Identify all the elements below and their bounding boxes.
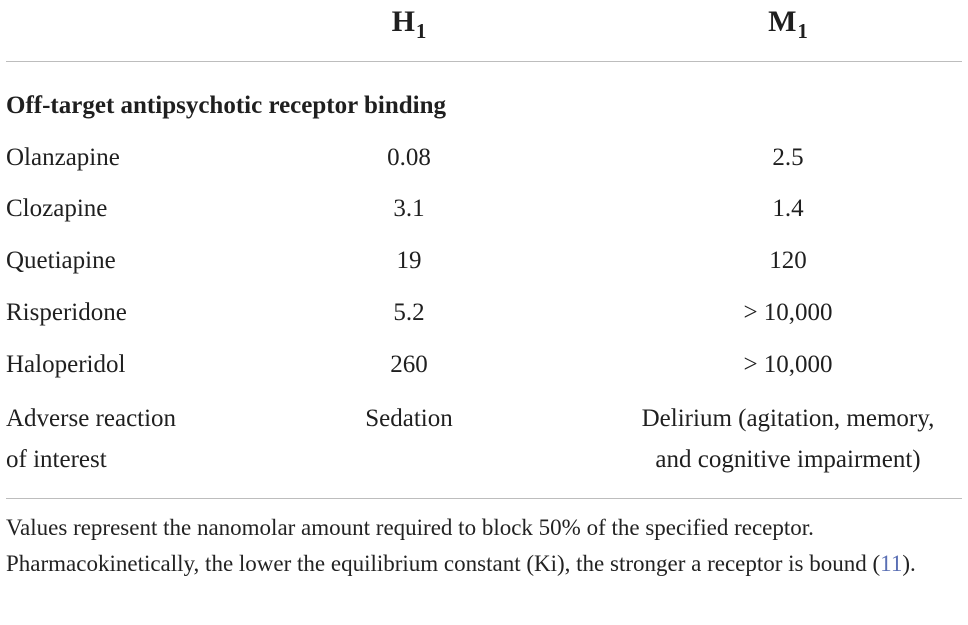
m1-value-cell: > 10,000 [743, 351, 833, 378]
table-row [0, 140, 968, 192]
table-row [0, 191, 968, 243]
adverse-reaction-label-line2: of interest [6, 446, 107, 473]
column-header-h1 [349, 0, 469, 46]
h1-value-cell: 19 [396, 247, 422, 274]
table-footnote [6, 510, 964, 582]
h1-value-cell: 0.08 [387, 144, 431, 171]
adverse-reaction-m1 [590, 398, 968, 480]
drug-name-cell: Olanzapine [6, 144, 120, 171]
drug-name-cell: Haloperidol [6, 351, 126, 378]
drug-name-cell: Quetiapine [6, 247, 116, 274]
section-title: Off-target antipsychotic receptor binding [6, 92, 447, 119]
table-bottom-divider [6, 498, 962, 499]
table-row [0, 295, 968, 347]
table-header-row [0, 0, 968, 60]
h1-value-cell: 5.2 [393, 299, 425, 326]
adverse-reaction-label-line1: Adverse reaction [6, 405, 177, 432]
footnote-text: Values represent the nanomolar amount required to block 50% of the specified receptor. Pharmacokinetically, the lower the equilibrium constant (Ki), the stronger a receptor is bound ( [6, 515, 881, 576]
column-header-m1-subscript: 1 [797, 19, 808, 43]
footnote-text-end: ). [902, 551, 916, 576]
m1-value-cell: 120 [769, 247, 807, 274]
table-row [0, 243, 968, 295]
m1-value-cell: 1.4 [772, 195, 804, 222]
column-header-h1-base: H [391, 5, 415, 38]
adverse-reaction-h1: Sedation [365, 405, 453, 432]
m1-value-cell: > 10,000 [743, 299, 833, 326]
column-header-h1-subscript: 1 [415, 19, 427, 43]
reference-link[interactable]: 11 [880, 551, 903, 576]
adverse-reaction-m1-line1: Delirium (agitation, memory, [641, 405, 935, 432]
drug-name-cell: Clozapine [6, 195, 108, 222]
column-header-m1 [728, 0, 848, 46]
h1-value-cell: 260 [390, 351, 428, 378]
drug-name-cell: Risperidone [6, 299, 127, 326]
adverse-reaction-label [6, 398, 266, 480]
h1-value-cell: 3.1 [393, 195, 425, 222]
table-row [0, 347, 968, 399]
m1-value-cell: 2.5 [772, 144, 804, 171]
header-divider [6, 61, 962, 62]
adverse-reaction-m1-line2: and cognitive impairment) [655, 446, 921, 473]
column-header-m1-base: M [768, 5, 797, 38]
adverse-reaction-row [0, 398, 968, 488]
